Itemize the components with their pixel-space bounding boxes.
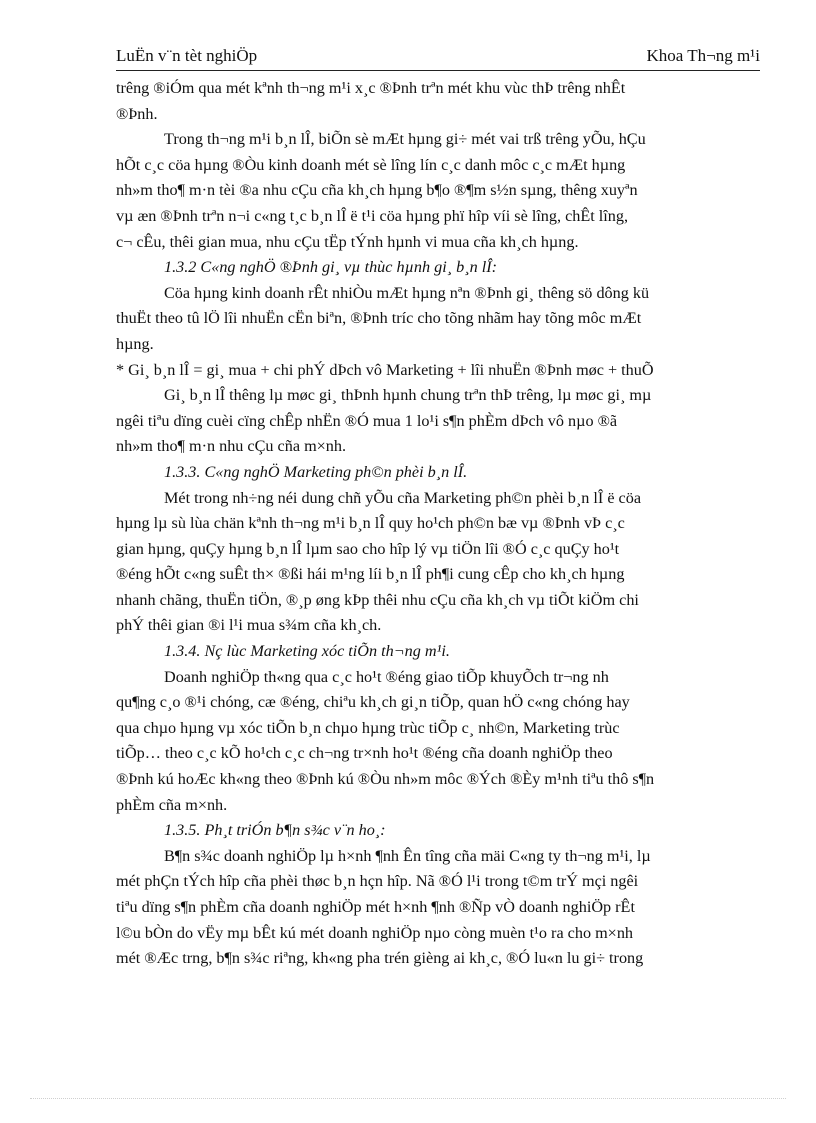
section-heading: 1.3.5. Ph¸t triÓn b¶n s¾c v¨n ho¸: [164,821,386,840]
paragraph-line: Trong th¬ng m¹i b¸n lÎ, biÕn sè mÆt hµng gi÷ mét vai trß trêng yÕu, hÇu [164,130,646,149]
paragraph-line: tiªu dïng s¶n phÈm cña doanh nghiÖp mét h×nh ¶nh ®Ñp vÒ doanh nghiÖp rÊt [116,898,635,916]
paragraph-line: Cöa hµng kinh doanh rÊt nhiÒu mÆt hµng nªn ®Þnh gi¸ thêng sö dông kü [164,283,650,302]
page-bottom-divider [30,1098,786,1099]
paragraph-line: qu¶ng c¸o ®¹i chóng, cæ ®éng, chiªu kh¸ch gi¸n tiÕp, quan hÖ c«ng chóng hay [116,693,630,712]
section-heading: 1.3.4. Nç lùc Marketing xóc tiÕn th¬ng m¹i. [164,642,450,661]
paragraph-line: tiÕp… theo c¸c kÕ ho¹ch c¸c ch¬ng tr×nh ho¹t ®éng cña doanh nghiÖp theo [116,744,613,763]
paragraph-line: thuËt theo tû lÖ lîi nhuËn cËn biªn, ®Þnh tríc cho tõng nhãm hay tõng môc mÆt [116,309,642,328]
paragraph-line: phÝ thêi gian ®i l¹i mua s¾m cña kh¸ch. [116,616,382,635]
paragraph-line: Mét trong nh÷ng néi dung chñ yÕu cña Marketing ph©n phèi b¸n lÎ ë cöa [164,488,642,507]
header-thesis-title: LuËn v¨n tèt nghiÖp [116,46,258,65]
paragraph-line: * Gi¸ b¸n lÎ = gi¸ mua + chi phÝ dÞch vô Marketing + lîi nhuËn ®Þnh møc + thuÕ [116,360,654,379]
section-heading: 1.3.3. C«ng nghÖ Marketing ph©n phèi b¸n lÎ. [164,462,468,481]
paragraph-line: c¬ cÊu, thêi gian mua, nhu cÇu tËp tÝnh hµnh vi mua cña kh¸ch hµng. [116,232,579,251]
paragraph-line: ®Þnh kú hoÆc kh«ng theo ®Þnh kú ®Òu nh»m môc ®Ých ®Èy m¹nh tiªu thô s¶n [116,770,655,789]
paragraph-line: hÕt c¸c cöa hµng ®Òu kinh doanh mét sè lîng lín c¸c danh môc c¸c mÆt hµng [116,155,626,174]
paragraph-line: nh»m tho¶ m·n tèi ®a nhu cÇu cña kh¸ch hµng b¶o ®¶m s½n sµng, thêng xuyªn [116,181,638,200]
document-body [116,76,760,972]
paragraph-line: mét ®Æc trng, b¶n s¾c riªng, kh«ng pha trén gièng ai kh¸c, ®Ó lu«n lu gi÷ trong [116,949,644,968]
paragraph-line: qua chµo hµng vµ xóc tiÕn b¸n chµo hµng trùc tiÕp c¸ nh©n, Marketing trùc [116,718,620,737]
paragraph-line: Gi¸ b¸n lÎ thêng lµ møc gi¸ thÞnh hµnh chung trªn thÞ trêng, lµ møc gi¸ mµ [164,386,652,405]
header-faculty-name: Khoa Th¬ng m¹i [646,46,760,65]
paragraph-line: ®Þnh. [116,104,158,123]
paragraph-line: hµng lµ sù lùa chän kªnh th¬ng m¹i b¸n lÎ quy ho¹ch ph©n bæ vµ ®Þnh vÞ c¸c [116,514,625,533]
paragraph-line: B¶n s¾c doanh nghiÖp lµ h×nh ¶nh Ên tîng cña mäi C«ng ty th¬ng m¹i, lµ [164,846,651,865]
paragraph-line: nhanh chãng, thuËn tiÖn, ®¸p øng kÞp thêi nhu cÇu cña kh¸ch vµ tiÕt kiÖm chi [116,590,639,609]
paragraph-line: hµng. [116,334,154,353]
paragraph-line: vµ æn ®Þnh trªn n¬i c«ng t¸c b¸n lÎ ë t¹i cöa hµng phï hîp víi sè lîng, chÊt lîng, [116,206,629,225]
section-heading: 1.3.2 C«ng nghÖ ®Þnh gi¸ vµ thùc hµnh gi¸ b¸n lÎ: [164,258,498,277]
paragraph-line: nh»m tho¶ m·n nhu cÇu cña m×nh. [116,437,347,456]
paragraph-line: Doanh nghiÖp th«ng qua c¸c ho¹t ®éng giao tiÕp khuyÕch tr¬ng nh [164,667,609,686]
paragraph-line: gian hµng, quÇy hµng b¸n lÎ lµm sao cho hîp lý vµ tiÖn lîi ®Ó c¸c quÇy ho¹t [116,539,620,558]
paragraph-line: mét phÇn tÝch hîp cña phèi thøc b¸n hçn hîp. Nã ®Ó l¹i trong t©m trÝ mçi ngêi [116,872,639,891]
page-header [116,46,760,71]
paragraph-line: l©u bÒn do vËy mµ bÊt kú mét doanh nghiÖp nµo còng muèn t¹o ra cho m×nh [116,923,634,942]
paragraph-line: phÈm cña m×nh. [116,795,228,814]
paragraph-line: trêng ®iÓm qua mét kªnh th¬ng m¹i x¸c ®Þnh trªn mét khu vùc thÞ trêng nhÊt [116,79,626,97]
paragraph-line: ®éng hÕt c«ng suÊt th× ®ßi hái m¹ng líi b¸n lÎ ph¶i cung cÊp cho kh¸ch hµng [116,565,625,584]
paragraph-line: ngêi tiªu dïng cuèi cïng chÊp nhËn ®Ó mua 1 lo¹i s¶n phÈm dÞch vô nµo ®ã [116,411,618,430]
